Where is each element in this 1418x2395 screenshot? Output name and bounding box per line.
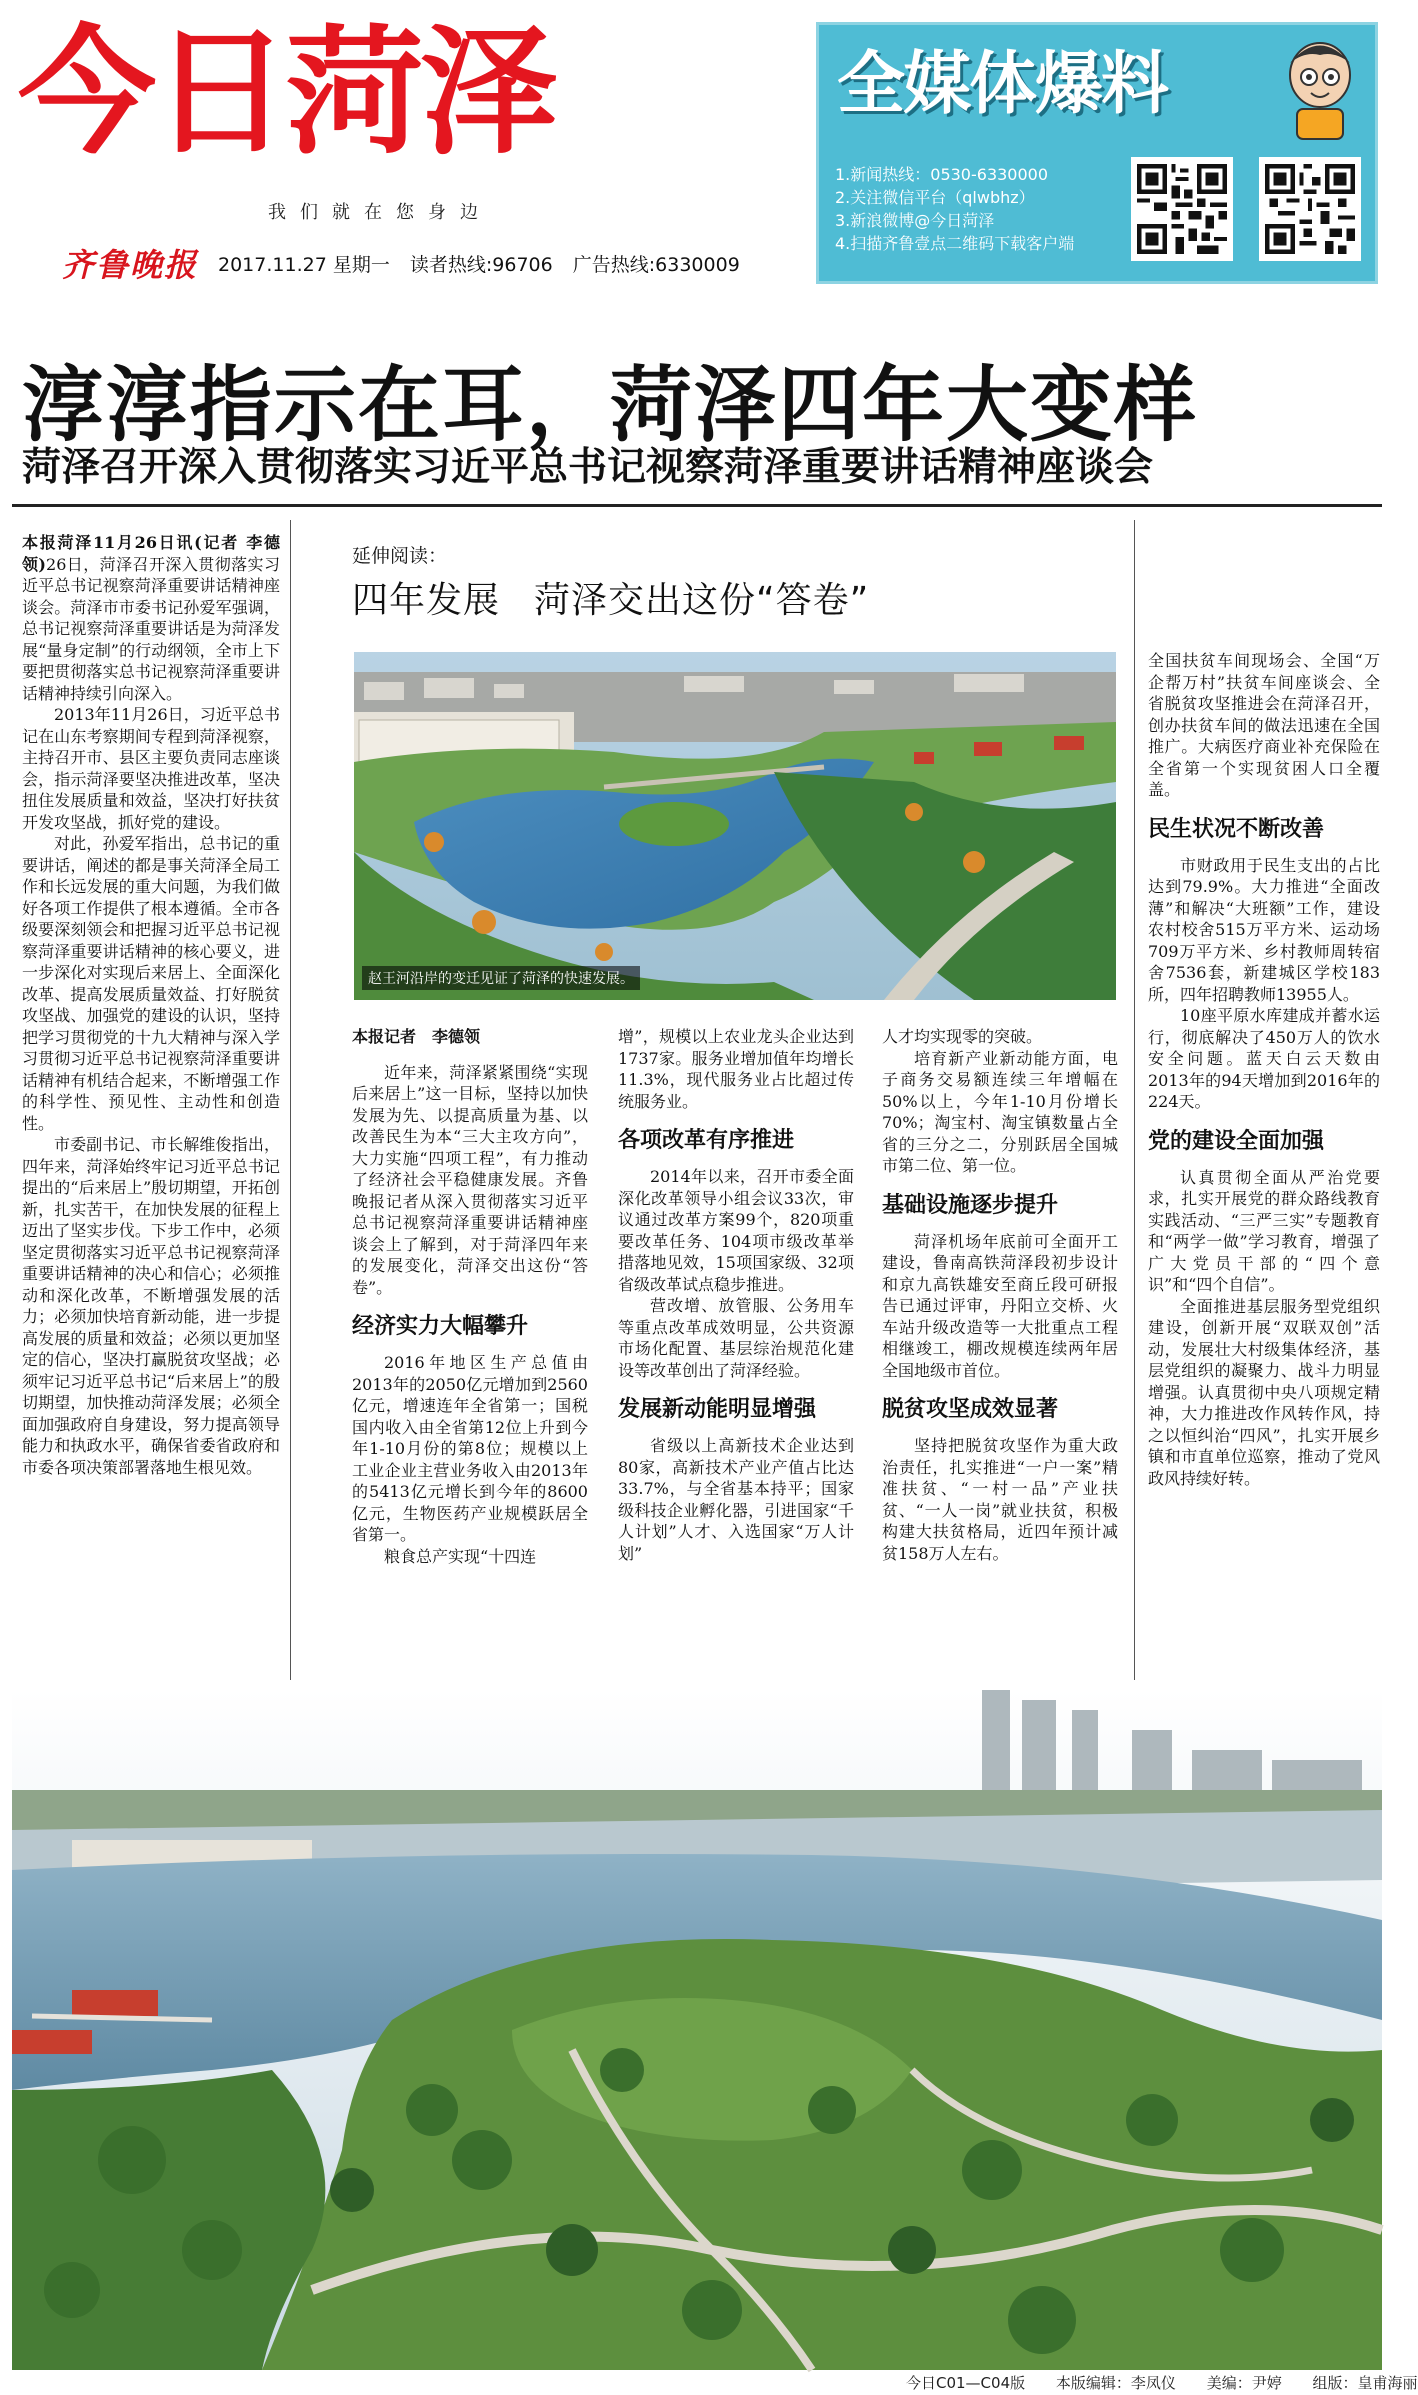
ad-item: 3.新浪微博@今日菏泽 bbox=[835, 211, 995, 230]
ad-title: 全媒体爆料 bbox=[837, 45, 1168, 124]
article-paragraph: 人才均实现零的突破。 bbox=[882, 1027, 1043, 1046]
park-aerial-photo bbox=[12, 1690, 1382, 2370]
section-heading: 脱贫攻坚成效显著 bbox=[882, 1397, 1059, 1422]
article-paragraph: 2013年11月26日，习近平总书记在山东考察期间专程到菏泽视察，主持召开市、县区主要负责同志座谈会，指示菏泽要坚决推进改革，坚决扭住发展质量和效益，坚决打好扶贫开发攻坚战，抓好党的建设。 bbox=[22, 705, 280, 832]
reader-hotline: 读者热线:96706 bbox=[409, 254, 553, 276]
page-footer bbox=[880, 2372, 1418, 2393]
section-heading: 党的建设全面加强 bbox=[1148, 1128, 1325, 1154]
river-aerial-photo bbox=[354, 652, 1116, 1000]
ad-item: 2.关注微信平台（qlwbhz） bbox=[835, 188, 1035, 207]
article-paragraph: 坚持把脱贫攻坚作为重大政治责任，扎实推进“一户一案”精准扶贫、“一村一品”产业扶贫、“一人一岗”就业扶贫，积极构建大扶贫格局，近四年预计减贫158万人左右。 bbox=[882, 1436, 1118, 1563]
article-paragraph: 对此，孙爱军指出，总书记的重要讲话，阐述的都是事关菏泽全局工作和长远发展的重大问题，为我们做好各项工作提供了根本遵循。全市各级要深刻领会和把握习近平总书记视察菏泽重要讲话精神的核心要义，进一步深化对实现后来居上、全面深化改革、提高发展质量效益、打好脱贫攻坚战、加强党的建设的认识，坚持把学习贯彻党的十九大精神与深入学习贯彻习近平总书记视察菏泽重要讲话精神有机结合起来，不断增强工作的科学性、预见性、主动性和创造性。 bbox=[22, 834, 280, 1133]
column-divider bbox=[1134, 520, 1135, 1680]
issue-date: 2017.11.27 星期一 bbox=[218, 254, 390, 276]
column-divider bbox=[290, 520, 291, 1680]
feature-column-1 bbox=[352, 1026, 588, 1567]
section-heading: 基础设施逐步提升 bbox=[882, 1192, 1059, 1218]
ad-contact-list bbox=[835, 163, 1165, 255]
footer-designer: 美编：尹婷 bbox=[1206, 2374, 1282, 2392]
article-paragraph: 2016年地区生产总值由2013年的2050亿元增加到2560亿元，增速连年全省第一；国税国内收入由全省第12位上升到今年1-10月份的第8位；规模以上工业企业主营业务收入由2013年的5413亿元增长到今年的8600亿元，生物医药产业规模跃居全省第一。 bbox=[352, 1353, 588, 1544]
article-paragraph: 培育新产业新动能方面，电子商务交易额连续三年增幅在50%以上，今年1-10月份增长70%；淘宝村、淘宝镇数量占全省的三分之二，分别跃居全国城市第二位、第一位。 bbox=[882, 1048, 1118, 1175]
cartoon-mascot-icon bbox=[1275, 33, 1365, 143]
dateline bbox=[218, 250, 778, 277]
ad-item: 4.扫描齐鲁壹点二维码下载客户端 bbox=[835, 234, 1075, 253]
feature-title-part: 菏泽交出这份“答卷” bbox=[534, 580, 870, 621]
right-column bbox=[1148, 650, 1380, 1489]
feature-title bbox=[352, 572, 972, 623]
feature-column-2 bbox=[618, 1026, 854, 1564]
section-heading: 民生状况不断改善 bbox=[1148, 816, 1325, 842]
article-paragraph: 全国扶贫车间现场会、全国“万企帮万村”扶贫车间座谈会、全省脱贫攻坚推进会在菏泽召开，创办扶贫车间的做法迅速在全国推广。大病医疗商业补充保险在全省第一个实现贫困人口全覆盖。 bbox=[1148, 651, 1380, 799]
article-paragraph: 增”，规模以上农业龙头企业达到1737家。服务业增加值年均增长11.3%，现代服务业占比超过传统服务业。 bbox=[618, 1027, 854, 1111]
masthead-slogan: 我们就在您身边 bbox=[268, 202, 492, 223]
lead-dateline: 本报菏泽11月26日讯(记者 李德领) bbox=[22, 533, 280, 574]
article-paragraph: 粮食总产实现“十四连 bbox=[384, 1546, 537, 1566]
lead-paragraph: 本报菏泽11月26日讯(记者 李德领)26日，菏泽召开深入贯彻落实习近平总书记视察菏泽重要讲话精神座谈会。菏泽市市委书记孙爱军强调，总书记视察菏泽重要讲话是为菏泽发展“量身定制”的行动纲领，全市上下要把贯彻落实总书记视察菏泽重要讲话精神持续引向深入。 bbox=[22, 533, 280, 703]
feature-title-part: 四年发展 bbox=[352, 580, 501, 621]
main-headline: 淳淳指示在耳，菏泽四年大变样 bbox=[22, 358, 1199, 453]
article-paragraph: 市委副书记、市长解维俊指出，四年来，菏泽始终牢记习近平总书记提出的“后来居上”殷切期望，开拓创新，扎实苦干，在加快发展的征程上迈出了坚实步伐。下步工作中，必须坚定贯彻落实习近平总书记视察菏泽重要讲话精神的决心和信心；必须推动和深化改革，不断增强发展的活力；必须加快培育新动能，进一步提高发展的质量和效益；必须以更加坚定的信心，坚决打赢脱贫攻坚战；必须牢记习近平总书记“后来居上”的殷切期望，加快推动菏泽发展；必须全面加强政府自身建设，努力提高领导能力和执政水平，确保省委省政府和市委各项决策部署落地生根见效。 bbox=[22, 1135, 280, 1477]
article-paragraph: 10座平原水库建成并蓄水运行，彻底解决了450万人的饮水安全问题。蓝天白云天数由2013年的94天增加到2016年的224天。 bbox=[1148, 1006, 1380, 1111]
article-paragraph: 2014年以来，召开市委全面深化改革领导小组会议33次，审议通过改革方案99个，820项重要改革任务、104项市级改革举措落地见效，15项国家级、32项省级改革试点稳步推进。 bbox=[618, 1167, 854, 1294]
footer-layout: 组版：皇甫海丽 bbox=[1312, 2374, 1418, 2392]
photo-caption: 赵王河沿岸的变迁见证了菏泽的快速发展。 bbox=[362, 966, 640, 990]
qr-code-icon[interactable] bbox=[1259, 157, 1361, 261]
article-paragraph: 近年来，菏泽紧紧围绕“实现后来居上”这一目标，坚持以加快发展为先、以提高质量为基、以改善民生为本“三大主攻方向”，大力实施“四项工程”，有力推动了经济社会平稳健康发展。齐鲁晚报记者从深入贯彻落实习近平总书记视察菏泽重要讲话精神座谈会上了解到，对于菏泽四年来的发展变化，菏泽交出这份“答卷”。 bbox=[352, 1062, 588, 1297]
article-paragraph: 营改增、放管服、公务用车等重点改革成效明显，公共资源市场化配置、基层综治规范化建设等改革创出了菏泽经验。 bbox=[618, 1296, 854, 1380]
feature-column-3 bbox=[882, 1026, 1118, 1564]
feature-byline: 本报记者 李德领 bbox=[352, 1027, 481, 1046]
article-paragraph: 认真贯彻全面从严治党要求，扎实开展党的群众路线教育实践活动、“三严三实”专题教育和“两学一做”学习教育，增强了广大党员干部的“四个意识”和“四个自信”。 bbox=[1148, 1167, 1380, 1294]
lead-article bbox=[22, 532, 280, 1478]
ad-hotline: 广告热线:6330009 bbox=[572, 254, 740, 276]
article-paragraph: 全面推进基层服务型党组织建设，创新开展“双联双创”活动，发展壮大村级集体经济，基层党组织的凝聚力、战斗力明显增强。认真贯彻中央八项规定精神，大力推进改作风转作风，持之以恒纠治“四风”，扎实开展乡镇和市直单位巡察，推动了党风政风持续好转。 bbox=[1148, 1296, 1380, 1488]
media-tipoff-ad bbox=[816, 22, 1378, 284]
section-heading: 各项改革有序推进 bbox=[618, 1128, 795, 1153]
qr-code-icon[interactable] bbox=[1131, 157, 1233, 261]
article-paragraph: 菏泽机场年底前可全面开工建设，鲁南高铁菏泽段初步设计和京九高铁雄安至商丘段可研报告已通过评审，丹阳立交桥、火车站升级改造等一大批重点工程相继竣工，棚改规模连续两年居全国地级市首位。 bbox=[882, 1231, 1118, 1380]
article-paragraph: 省级以上高新技术企业达到80家，高新技术产业产值占比达33.7%，与全省基本持平；国家级科技企业孵化器，引进国家“千人计划”人才、入选国家“万人计划” bbox=[618, 1436, 854, 1563]
sub-headline: 菏泽召开深入贯彻落实习近平总书记视察菏泽重要讲话精神座谈会 bbox=[22, 445, 1154, 490]
headline-divider bbox=[12, 504, 1382, 507]
masthead-title: 今日菏泽 bbox=[18, 12, 555, 173]
brand-logo: 齐鲁晚报 bbox=[62, 246, 199, 284]
extended-reading-label: 延伸阅读： bbox=[352, 545, 448, 567]
section-heading: 发展新动能明显增强 bbox=[618, 1397, 817, 1422]
article-paragraph: 市财政用于民生支出的占比达到79.9%。大力推进“全面改薄”和解决“大班额”工作，建设农村校舍515万平方米、运动场709万平方米、乡村教师周转宿舍7536套，新建城区学校183所，四年招聘教师13955人。 bbox=[1148, 855, 1380, 1004]
footer-pages: 今日C01—C04版 bbox=[906, 2374, 1026, 2392]
footer-editor: 本版编辑：李凤仪 bbox=[1055, 2374, 1176, 2392]
section-heading: 经济实力大幅攀升 bbox=[352, 1314, 529, 1339]
ad-item: 1.新闻热线：0530-6330000 bbox=[835, 165, 1049, 184]
